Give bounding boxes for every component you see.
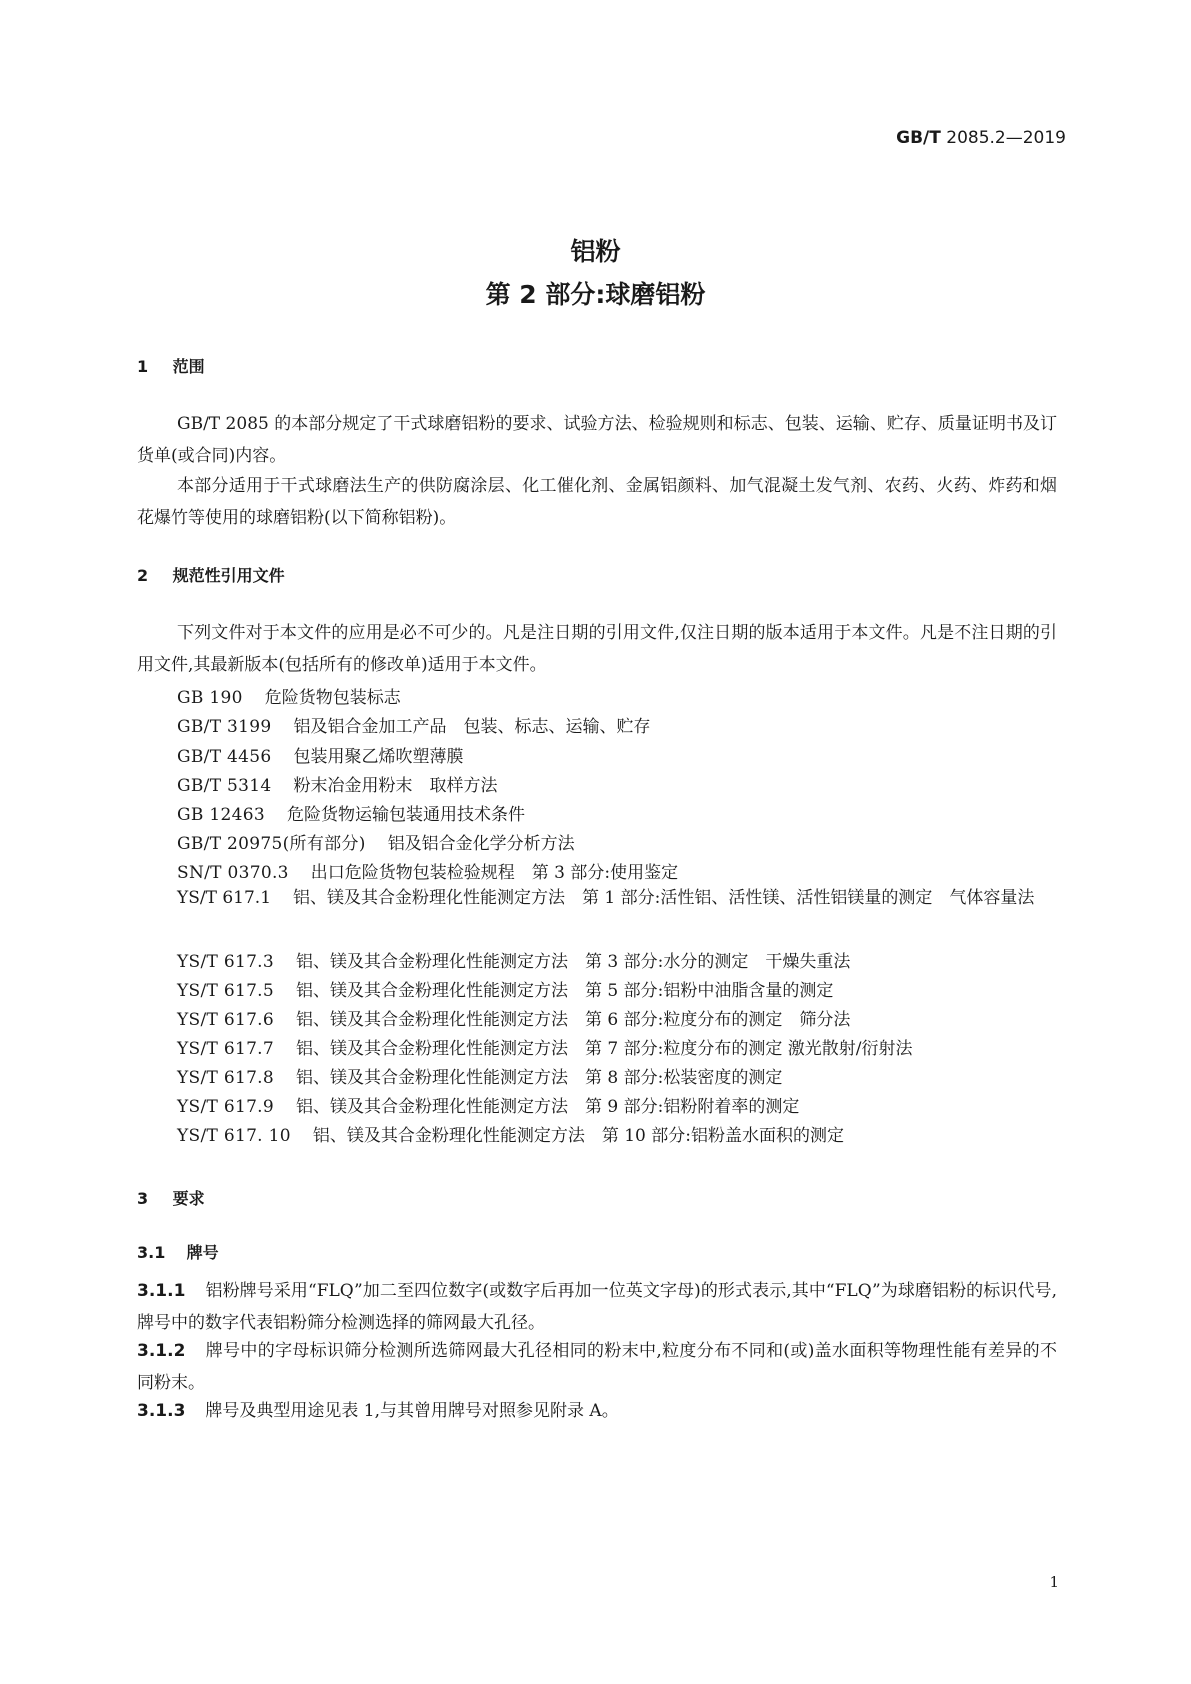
reference-title: 铝及铝合金加工产品 包装、标志、运输、贮存 xyxy=(293,717,651,737)
reference-item xyxy=(177,1121,844,1146)
scope-paragraph-1 xyxy=(137,408,1057,472)
reference-code: GB/T 5314 xyxy=(177,776,272,796)
paragraph-text: GB/T 2085 的本部分规定了干式球磨铝粉的要求、试验方法、检验规则和标志、包装、运输、贮存、质量证明书及订货单(或合同)内容。 xyxy=(137,414,1057,466)
reference-code: GB 12463 xyxy=(177,805,265,825)
reference-item xyxy=(177,800,525,825)
reference-item xyxy=(177,1005,850,1030)
reference-code: YS/T 617.7 xyxy=(177,1039,275,1059)
reference-item xyxy=(177,1092,799,1117)
subsection-number: 3.1 xyxy=(137,1243,166,1262)
section-number: 2 xyxy=(137,566,149,585)
reference-item xyxy=(177,947,850,972)
reference-code: YS/T 617.1 xyxy=(177,888,272,908)
scope-paragraph-2 xyxy=(137,470,1057,534)
reference-item xyxy=(177,683,401,708)
reference-code: GB/T 20975(所有部分) xyxy=(177,834,366,854)
document-title: 铝粉 xyxy=(570,237,621,266)
reference-item xyxy=(177,712,651,737)
reference-item-wrapped xyxy=(137,882,1057,914)
clause-3-1-3 xyxy=(137,1395,1057,1427)
reference-code: YS/T 617. 10 xyxy=(177,1126,291,1146)
reference-code: YS/T 617.5 xyxy=(177,981,275,1001)
clause-text: 铝粉牌号采用“FLQ”加二至四位数字(或数字后再加一位英文字母)的形式表示,其中“FLQ”为球磨铝粉的标识代号,牌号中的数字代表铝粉筛分检测选择的筛网最大孔径。 xyxy=(137,1281,1057,1333)
clause-number: 3.1.3 xyxy=(137,1401,186,1421)
standard-code: GB/T xyxy=(896,128,941,148)
clause-3-1-2 xyxy=(137,1335,1057,1399)
reference-code: GB/T 4456 xyxy=(177,747,272,767)
section-number: 3 xyxy=(137,1189,149,1208)
section-heading-requirements xyxy=(137,1186,205,1209)
standard-version: 2085.2—2019 xyxy=(946,128,1066,148)
reference-item xyxy=(177,1063,782,1088)
reference-title: 铝、镁及其合金粉理化性能测定方法 第 5 部分:铝粉中油脂含量的测定 xyxy=(296,981,834,1001)
reference-item xyxy=(177,858,678,883)
standard-number xyxy=(896,128,1066,148)
reference-title: 危险货物运输包装通用技术条件 xyxy=(286,805,525,825)
reference-code: YS/T 617.6 xyxy=(177,1010,275,1030)
reference-code: YS/T 617.9 xyxy=(177,1097,275,1117)
reference-item xyxy=(177,829,575,854)
reference-title: 粉末冶金用粉末 取样方法 xyxy=(293,776,498,796)
reference-title: 出口危险货物包装检验规程 第 3 部分:使用鉴定 xyxy=(310,863,679,883)
reference-title: 铝、镁及其合金粉理化性能测定方法 第 7 部分:粒度分布的测定 激光散射/衍射法 xyxy=(296,1039,913,1059)
reference-title: 包装用聚乙烯吹塑薄膜 xyxy=(293,747,464,767)
reference-title: 铝、镁及其合金粉理化性能测定方法 第 10 部分:铝粉盖水面积的测定 xyxy=(312,1126,844,1146)
reference-item xyxy=(177,976,833,1001)
clause-number: 3.1.1 xyxy=(137,1281,186,1301)
section-title: 规范性引用文件 xyxy=(172,566,285,585)
clause-text: 牌号及典型用途见表 1,与其曾用牌号对照参见附录 A。 xyxy=(205,1401,619,1421)
section-heading-normative-references xyxy=(137,563,285,586)
reference-title: 铝、镁及其合金粉理化性能测定方法 第 6 部分:粒度分布的测定 筛分法 xyxy=(296,1010,851,1030)
clause-3-1-1 xyxy=(137,1275,1057,1339)
reference-code: SN/T 0370.3 xyxy=(177,863,289,883)
section-heading-scope xyxy=(137,354,205,377)
paragraph-text: 本部分适用于干式球磨法生产的供防腐涂层、化工催化剂、金属铝颜料、加气混凝土发气剂、农药、火药、炸药和烟花爆竹等使用的球磨铝粉(以下简称铝粉)。 xyxy=(137,476,1057,528)
paragraph-text: 下列文件对于本文件的应用是必不可少的。凡是注日期的引用文件,仅注日期的版本适用于本文件。凡是不注日期的引用文件,其最新版本(包括所有的修改单)适用于本文件。 xyxy=(137,623,1057,675)
reference-item xyxy=(177,742,464,767)
reference-title: 铝、镁及其合金粉理化性能测定方法 第 8 部分:松装密度的测定 xyxy=(296,1068,783,1088)
page-number: 1 xyxy=(1049,1573,1059,1591)
section-title: 范围 xyxy=(172,357,205,376)
reference-title: 危险货物包装标志 xyxy=(264,688,401,708)
clause-text: 牌号中的字母标识筛分检测所选筛网最大孔径相同的粉末中,粒度分布不同和(或)盖水面积等物理性能有差异的不同粉末。 xyxy=(137,1341,1057,1393)
references-intro xyxy=(137,617,1057,681)
reference-title: 铝、镁及其合金粉理化性能测定方法 第 3 部分:水分的测定 干燥失重法 xyxy=(296,952,851,972)
reference-code: GB/T 3199 xyxy=(177,717,272,737)
reference-title: 铝、镁及其合金粉理化性能测定方法 第 1 部分:活性铝、活性镁、活性铝镁量的测定 气体容量法 xyxy=(293,888,1035,908)
section-title: 要求 xyxy=(172,1189,205,1208)
reference-title: 铝、镁及其合金粉理化性能测定方法 第 9 部分:铝粉附着率的测定 xyxy=(296,1097,800,1117)
reference-item xyxy=(177,771,498,796)
subsection-heading-grade xyxy=(137,1240,219,1263)
subsection-title: 牌号 xyxy=(186,1243,219,1262)
reference-item xyxy=(177,1034,913,1059)
reference-title: 铝及铝合金化学分析方法 xyxy=(387,834,575,854)
reference-code: YS/T 617.8 xyxy=(177,1068,275,1088)
reference-code: YS/T 617.3 xyxy=(177,952,275,972)
reference-code: GB 190 xyxy=(177,688,243,708)
section-number: 1 xyxy=(137,357,149,376)
document-subtitle: 第 2 部分:球磨铝粉 xyxy=(485,280,706,309)
clause-number: 3.1.2 xyxy=(137,1341,186,1361)
